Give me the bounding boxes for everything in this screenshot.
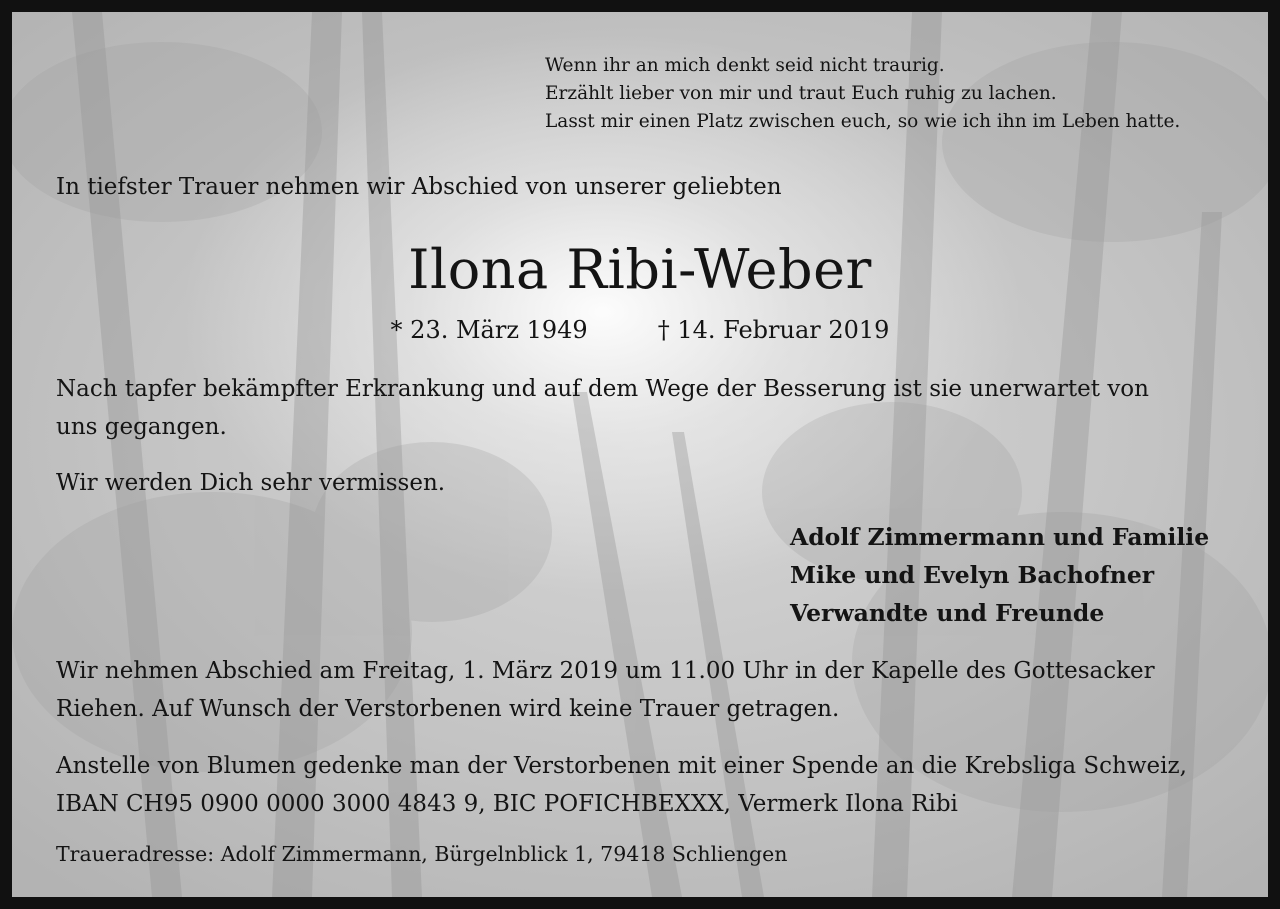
illness-line-1: Nach tapfer bekämpfter Erkrankung und auf dem Wege der Besserung ist sie unerwartet von xyxy=(56,376,1149,402)
ceremony-paragraph xyxy=(56,652,1228,728)
donation-line-1: Anstelle von Blumen gedenke man der Verstorbenen mit einer Spende an die Krebsliga Schweiz, xyxy=(56,753,1187,779)
miss-text: Wir werden Dich sehr vermissen. xyxy=(56,470,446,496)
mourners-list xyxy=(790,518,1209,632)
ceremony-line-2: Riehen. Auf Wunsch der Verstorbenen wird keine Trauer getragen. xyxy=(56,696,840,722)
illness-line-2: uns gegangen. xyxy=(56,414,227,440)
illness-paragraph xyxy=(56,370,1228,446)
mourner-3: Verwandte und Freunde xyxy=(790,599,1105,627)
motto-verse xyxy=(545,52,1180,136)
donation-line-2: IBAN CH95 0900 0000 3000 4843 9, BIC POFICHBEXXX, Vermerk Ilona Ribi xyxy=(56,791,958,817)
life-dates xyxy=(12,312,1268,348)
motto-line-1: Wenn ihr an mich denkt seid nicht traurig. xyxy=(545,55,945,76)
mourning-address: Traueradresse: Adolf Zimmermann, Bürgelnblick 1, 79418 Schliengen xyxy=(56,842,788,866)
mourner-1: Adolf Zimmermann und Familie xyxy=(790,523,1210,551)
ceremony-line-1: Wir nehmen Abschied am Freitag, 1. März 2019 um 11.00 Uhr in der Kapelle des Gottesacker xyxy=(56,658,1155,684)
motto-line-2: Erzählt lieber von mir und traut Euch ruhig zu lachen. xyxy=(545,83,1057,104)
deceased-name: Ilona Ribi-Weber xyxy=(408,238,872,301)
death-date: † 14. Februar 2019 xyxy=(657,316,890,344)
mourner-2: Mike und Evelyn Bachofner xyxy=(790,561,1155,589)
birth-date: * 23. März 1949 xyxy=(390,316,588,344)
intro-text: In tiefster Trauer nehmen wir Abschied von unserer geliebten xyxy=(56,174,782,200)
donation-paragraph xyxy=(56,747,1228,823)
motto-line-3: Lasst mir einen Platz zwischen euch, so wie ich ihn im Leben hatte. xyxy=(545,111,1181,132)
